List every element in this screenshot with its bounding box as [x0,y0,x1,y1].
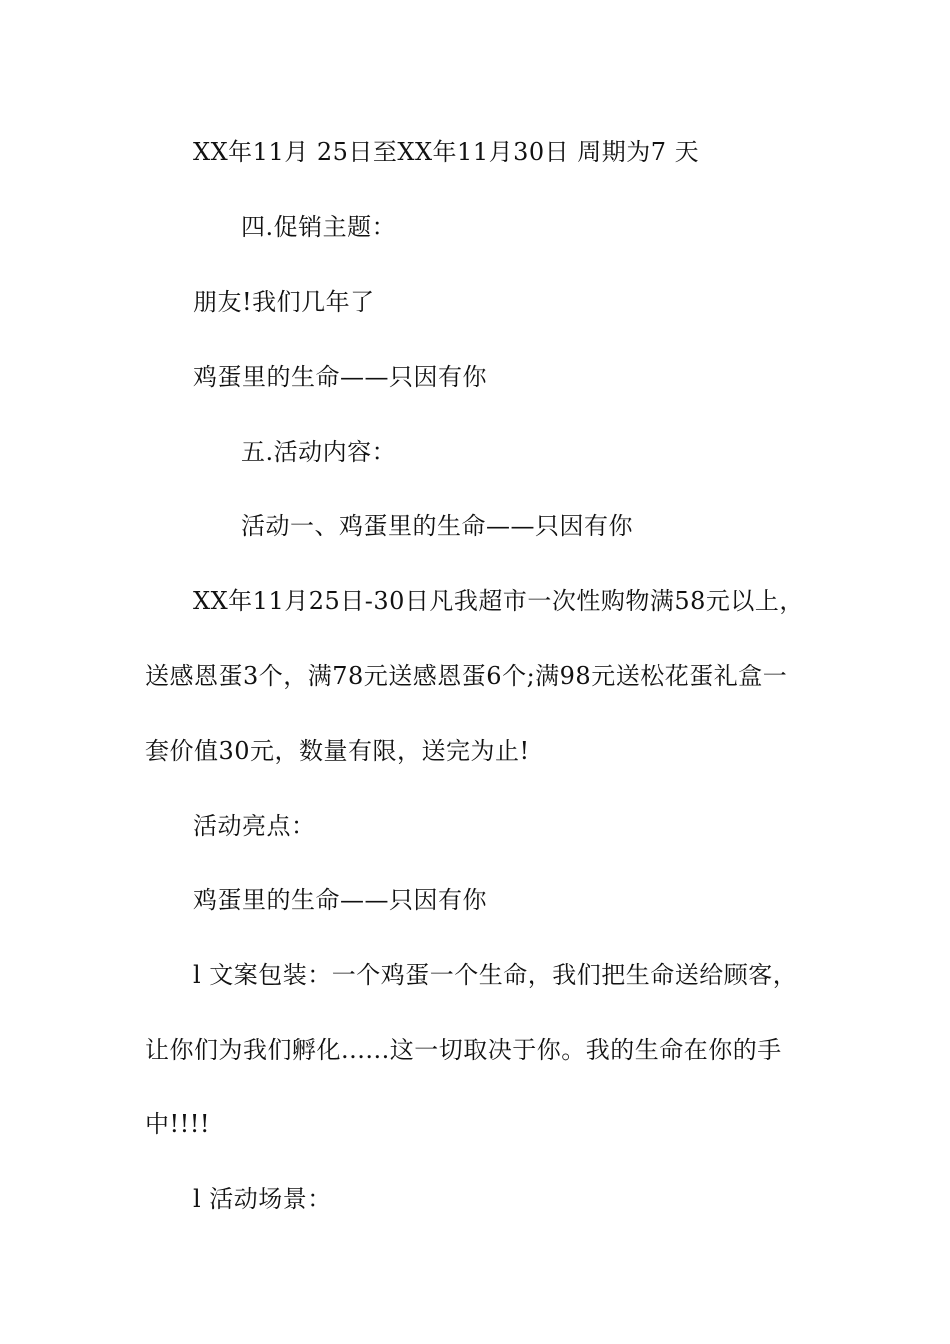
paragraph-line: 送感恩蛋3个，满78元送感恩蛋6个;满98元送松花蛋礼盒一 [145,662,788,690]
theme-line-1: 朋友!我们几年了 [193,288,375,316]
highlights-heading: 活动亮点： [193,812,316,840]
activity-one-title: 活动一、鸡蛋里的生命——只因有你 [241,512,633,540]
section-heading-activity-content: 五.活动内容： [241,438,397,466]
paragraph-line: 套价值30元，数量有限，送完为止! [145,737,530,765]
section-heading-promo-theme: 四.促销主题： [241,213,397,241]
paragraph-line: XX年11月25日-30日凡我超市一次性购物满58元以上， [193,587,804,615]
bullet-copywriting: l 文案包装：一个鸡蛋一个生命，我们把生命送给顾客， [193,961,798,989]
paragraph-line: 让你们为我们孵化......这一切取决于你。我的生命在你的手 [145,1036,782,1064]
period-line: XX年11月 25日至XX年11月30日 周期为7 天 [193,138,700,166]
bullet-activity-scene: l 活动场景： [193,1185,332,1213]
theme-line-2: 鸡蛋里的生命——只因有你 [193,363,487,391]
highlights-theme: 鸡蛋里的生命——只因有你 [193,886,487,914]
paragraph-line: 中!!!! [145,1110,211,1138]
